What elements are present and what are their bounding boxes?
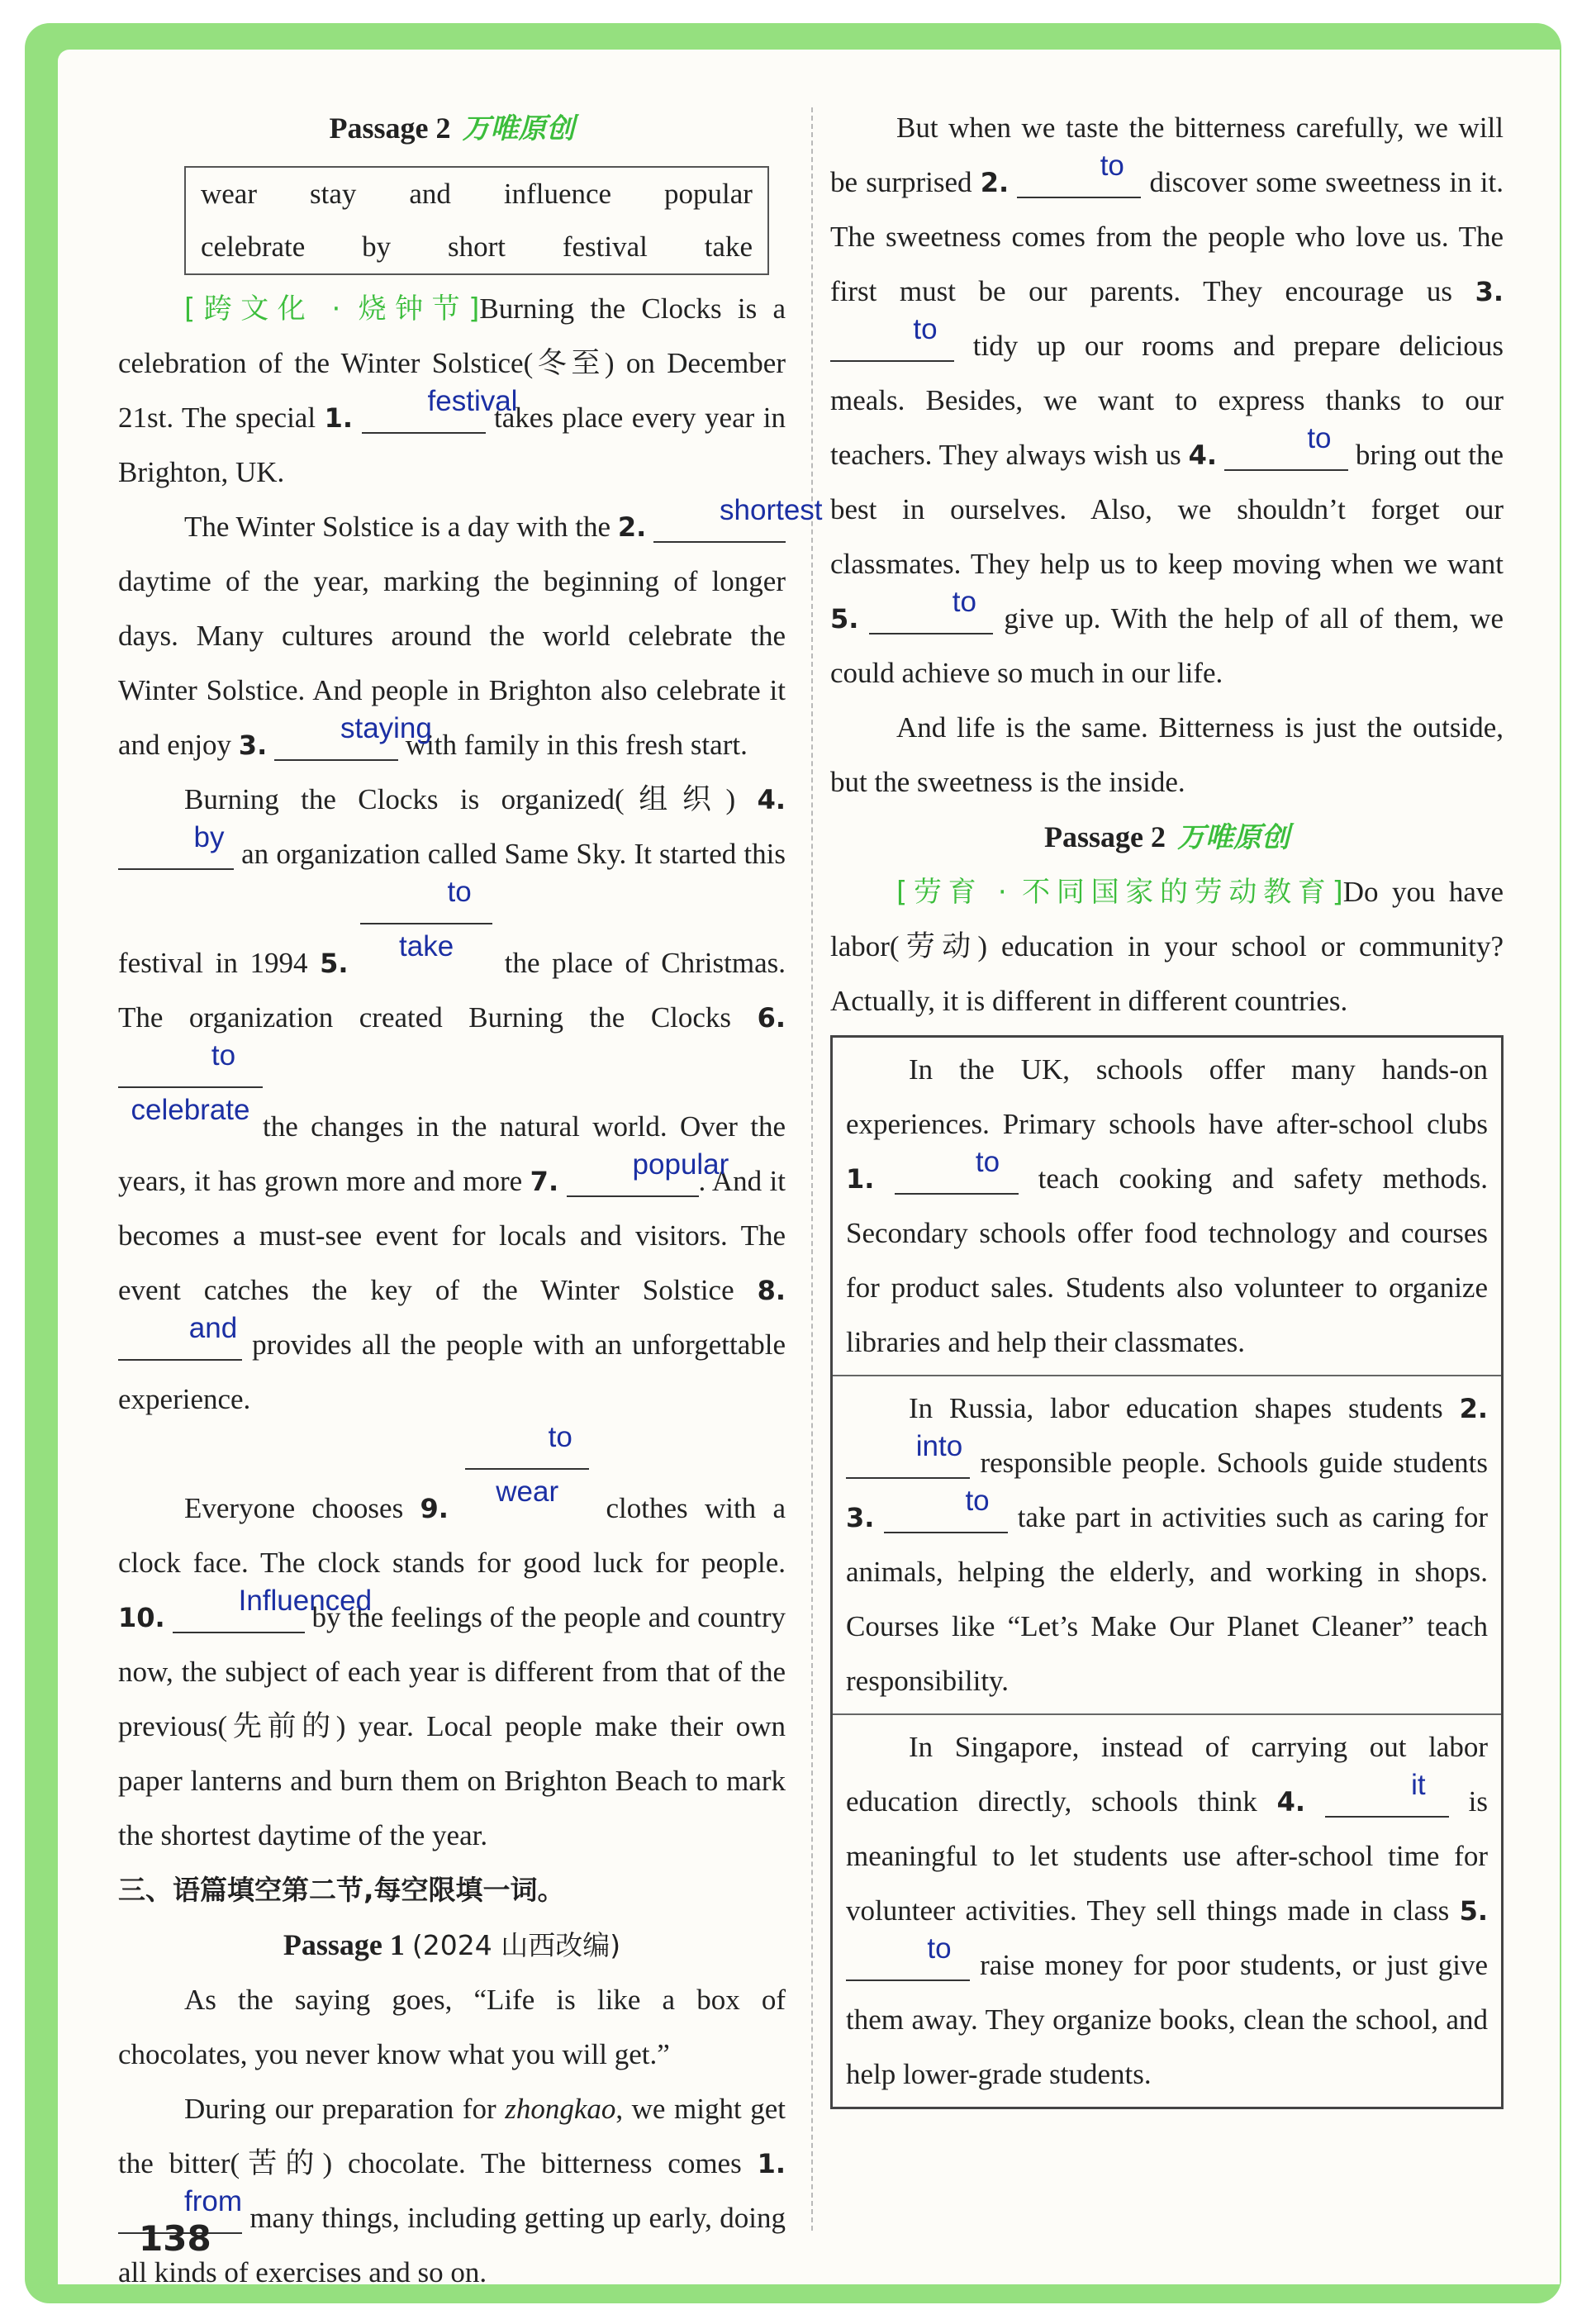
topic-tag: [跨文化 · 烧钟节] [184, 292, 480, 326]
word-box-item: short [447, 230, 506, 263]
passage-title-right: Passage 2 万唯原创 [1044, 820, 1290, 854]
word-box-item: celebrate [201, 230, 306, 263]
right-column [830, 101, 1504, 2109]
word-box-item: stay [309, 178, 357, 210]
answer-blank: to take [360, 882, 492, 924]
word-box-item: by [362, 230, 392, 263]
answer-blank: by [118, 827, 234, 870]
answer-blank: to wear [465, 1427, 589, 1470]
answer-blank: festival [362, 391, 486, 434]
passage-title: Passage 1 (2024 山西改编) [283, 1928, 621, 1961]
answer-blank: from [118, 2191, 242, 2234]
answer-blank: to [1017, 155, 1141, 198]
left-column [118, 101, 823, 2300]
page-number: 138 [139, 2218, 211, 2259]
answer-blank: popular [567, 1154, 699, 1197]
paragraph: And life is the same. Bitterness is just the outside, but the sweetness is the inside. [830, 711, 1504, 798]
table-row-uk: In the UK, schools offer many hands-on experiences. Primary schools have after-school clubs 1. to teach cooking and safety methods. Secondary schools offer food technology and courses for product sales. Students also volunteer to organize libraries and help their classmates. [846, 1053, 1489, 1358]
paragraph: [跨文化 · 烧钟节]Burning the Clocks is a celebration of the Winter Solstice(冬至) on December 21st. The special 1. festival takes place every year in Brighton, UK. [118, 292, 786, 488]
paragraph: During our preparation for zhongkao, we might get the bitter(苦的) chocolate. The bitterness comes 1. from many things, including getting up early, doing all kinds of exercises and so on. [118, 2093, 786, 2288]
answer-blank: Influenced [173, 1590, 305, 1633]
answer-blank: and [118, 1318, 242, 1361]
answer-blank: to celebrate [118, 1045, 263, 1088]
column-divider [811, 107, 813, 2231]
word-box-item: take [704, 230, 753, 263]
word-box [184, 166, 769, 275]
answer-blank: it [1325, 1775, 1449, 1818]
word-box-item: and [409, 178, 451, 210]
paragraph: Everyone chooses 9. to wear clothes with a clock face. The clock stands for good luck for people. 10. Influenced by the feelings of the people and country now, the subject of each year is different from that of the previous(先前的) year. Local people make their own paper lanterns and burn them on Brighton Beach to mark the shortest daytime of the year. [118, 1421, 786, 1851]
brand-logo: 万唯原创 [1177, 821, 1290, 854]
word-box-item: influence [503, 178, 612, 210]
paragraph: The Winter Solstice is a day with the 2. shortest daytime of the year, marking the beginning of longer days. Many cultures around the world celebrate the Winter Solstice. And people in Brighton also celebrate it and enjoy 3. staying with family in this fresh start. [118, 494, 823, 761]
answer-blank: to [1224, 428, 1348, 471]
passage-title-left: Passage 2 万唯原创 [329, 112, 575, 145]
paragraph: But when we taste the bitterness carefully, we will be surprised 2. to discover some sweetness in it. The sweetness comes from the people who love us. The first must be our parents. They encourage us 3. to tidy up our rooms and prepare delicious meals. Besides, we want to express thanks to our teachers. They always wish us 4. to bring out the best in ourselves. Also, we shouldn’t forget our classmates. They help us to keep moving when we want 5. to give up. With the help of all of them, we could achieve so much in our life. [830, 112, 1504, 689]
topic-tag: [劳育 · 不同国家的劳动教育] [896, 876, 1343, 909]
brand-logo: 万唯原创 [462, 112, 575, 145]
answer-blank: shortest [653, 500, 786, 543]
answer-blank: to [846, 1938, 970, 1981]
paragraph: Burning the Clocks is organized(组织) 4. by an organization called Same Sky. It started this festival in 1994 5. to take the place of Christmas. The organization created Burning the Clocks 6. to celebratethe changes in the natural world. Over the years, it has grown more and more 7. popular. And it becomes a must-see event for locals and visitors. The event catches the key of the Winter Solstice 8. and provides all the people with an unforgettable experience. [118, 783, 786, 1415]
answer-blank: into [846, 1436, 970, 1479]
country-table [830, 1035, 1504, 2109]
word-box-item: festival [562, 230, 648, 263]
answer-blank: to [884, 1490, 1008, 1533]
section-heading: 三、语篇填空第二节,每空限填一词。 [118, 1874, 565, 1906]
word-box-item: wear [201, 178, 258, 210]
table-row-russia: In Russia, labor education shapes students 2. into responsible people. Schools guide students 3. to take part in activities such as caring for animals, helping the elderly, and working in shops. Courses like “Let’s Make Our Planet Cleaner” teach responsibility. [833, 1375, 1501, 1713]
paragraph: [劳育 · 不同国家的劳动教育]Do you have labor(劳动) education in your school or community? Actually, it is different in different countries. [830, 876, 1504, 1017]
paragraph: As the saying goes, “Life is like a box of chocolates, you never know what you will get.” [118, 1984, 786, 2070]
answer-blank: to [895, 1152, 1019, 1195]
answer-blank: to [830, 319, 954, 362]
table-row-singapore: In Singapore, instead of carrying out labor education directly, schools think 4. it is meaningful to let students use after-school time for volunteer activities. They sell things made in class 5. to raise money for poor students, or just give them away. They organize books, clean the school, and help lower-grade students. [833, 1713, 1501, 2107]
answer-blank: to [869, 592, 993, 634]
answer-blank: staying [274, 718, 398, 761]
word-box-item: popular [664, 178, 753, 210]
